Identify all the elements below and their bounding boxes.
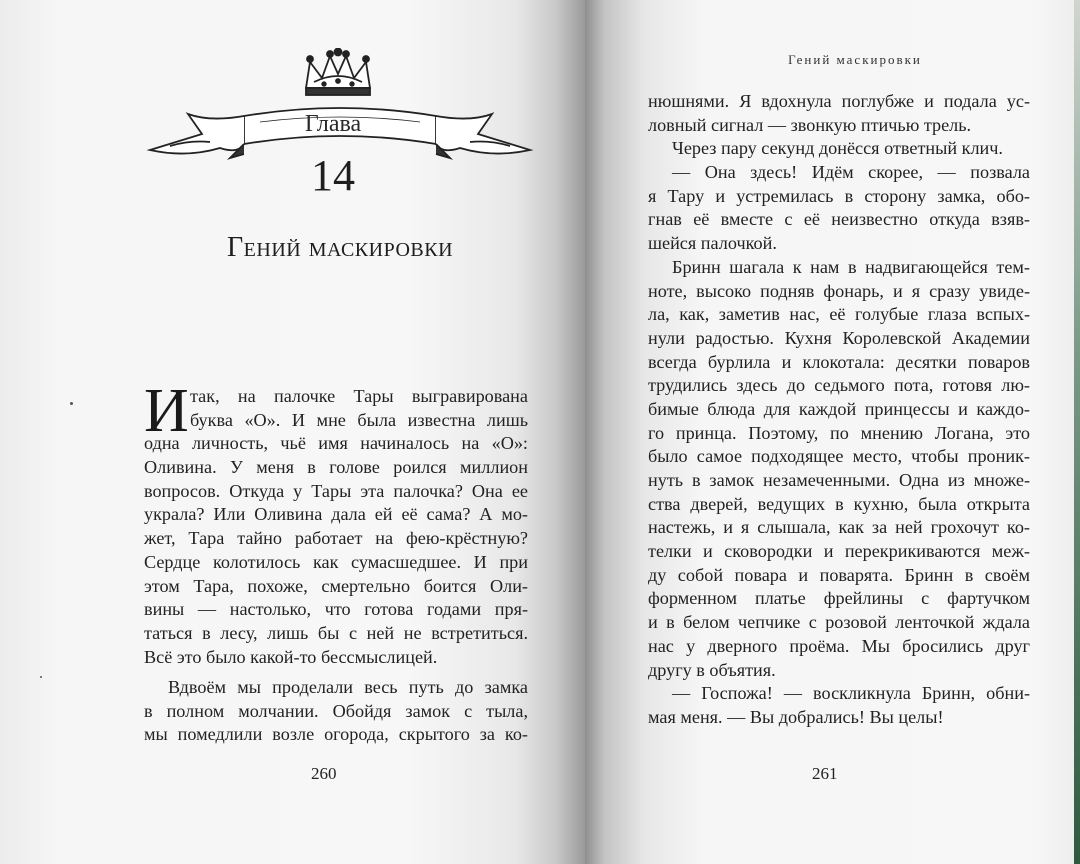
text-line: го принца. Поэтому, по мнению Логана, это (648, 422, 1030, 443)
text-line: Оливина. У меня в голове роился миллион (144, 457, 528, 478)
text-line: ду собой повара и поварята. Бринн в своём (648, 564, 1030, 585)
running-head: Гений маскировки (788, 52, 922, 67)
text-line: — Она здесь! Идём скорее, — позвала (672, 162, 1030, 183)
paragraph-1 (144, 377, 528, 669)
text-line: трудились здесь до седьмого пота, готовя лю- (648, 375, 1030, 396)
text-line: шейся палочкой. (648, 233, 777, 254)
text-line: ла, как, заметив нас, её голубые глаза вспых- (648, 304, 1030, 325)
text-line: настежь, и я слышала, как за ней грохочут ко- (648, 517, 1030, 538)
text-line: таться в лесу, лишь бы с ней не встретиться. (144, 622, 528, 643)
right-page (585, 0, 1080, 864)
text-line: всегда бурлила и клокотала: десятки поваров (648, 351, 1030, 372)
text-line: жет, Тара тайно работает на фею-крёстную? (144, 528, 528, 549)
text-line: было самое подходящее место, чтобы проник- (648, 446, 1030, 467)
text-line: Сердце колотилось как сумасшедшее. И при (144, 551, 528, 572)
text-line: украла? Или Оливина дала ей её сама? А мо- (144, 504, 528, 525)
chapter-label: Глава (304, 111, 362, 137)
text-line: я Тару и устремилась в сторону замка, обо- (648, 185, 1030, 206)
text-line: нас у дверного проёма. Мы бросились друг (648, 635, 1030, 656)
paragraph-2 (144, 676, 528, 747)
text-line: одна личность, чьё имя начиналось на «О»: (144, 433, 528, 454)
text-line: ноте, высоко подняв фонарь, и я сразу увиде- (648, 280, 1030, 301)
book-edge (1074, 0, 1080, 864)
text-line: буква «О». И мне была известна лишь (190, 409, 528, 430)
text-line: и в белом чепчике с розовой ленточкой ждала (648, 612, 1030, 633)
scan-speck (70, 402, 73, 405)
text-line: вины — настолько, что готова годами пря- (144, 599, 528, 620)
chapter-number: 14 (311, 151, 355, 200)
text-line: ства дверей, ведущих в кухню, была открыта (648, 493, 1030, 514)
text-line: вопросов. Откуда у Тары эта палочка? Она ее (144, 480, 528, 501)
text-line: мая меня. — Вы добрались! Вы целы! (648, 706, 944, 727)
text-line: Всё это было какой-то бессмыслицей. (144, 646, 438, 667)
text-line: так, на палочке Тары выгравирована (190, 386, 528, 406)
text-line: мы помедлили возле огорода, скрытого за ко- (144, 724, 528, 745)
text-line: форменном платье фрейлины с фартучком (648, 588, 1030, 609)
drop-cap: И (144, 377, 189, 445)
page-number-right: 261 (812, 764, 838, 783)
text-line: Бринн шагала к нам в надвигающейся тем- (672, 256, 1030, 277)
text-line: гнав её вместе с её неизвестно откуда взяв- (648, 209, 1030, 230)
right-page-text (648, 90, 1030, 730)
text-line: бимые блюда для каждой принцессы и каждо- (648, 398, 1030, 419)
page-number-left: 260 (311, 764, 337, 783)
text-line: Через пару секунд донёсся ответный клич. (672, 138, 1003, 159)
text-line: другу в объятия. (648, 659, 776, 680)
text-line: телки и сковородки и перекрикиваются меж- (648, 541, 1030, 562)
scan-speck (40, 676, 42, 678)
text-line: в полном молчании. Обойдя замок с тыла, (144, 700, 528, 721)
text-line: Вдвоём мы проделали весь путь до замка (168, 677, 528, 697)
text-line: этом Тара, похоже, смертельно боится Оли- (144, 575, 528, 596)
text-line: — Госпожа! — воскликнула Бринн, обни- (672, 683, 1030, 704)
text-line: нуть в замок незамеченными. Одна из множе- (648, 470, 1030, 490)
text-line: нули радостью. Кухня Королевской Академии (648, 327, 1030, 348)
text-line: ловный сигнал — звонкую птичью трель. (648, 114, 972, 135)
text-line: нюшнями. Я вдохнула поглубже и подала ус- (648, 91, 1030, 111)
chapter-title: Гений маскировки (226, 232, 454, 263)
